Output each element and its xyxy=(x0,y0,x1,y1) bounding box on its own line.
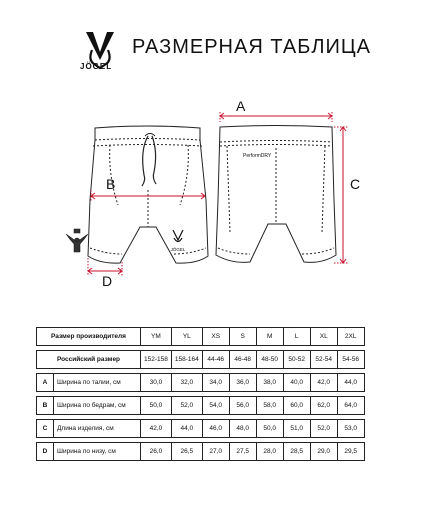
table-cell: 38,0 xyxy=(256,374,283,392)
russian-size: 44-46 xyxy=(202,351,229,369)
russian-size-label: Российский размер xyxy=(37,351,141,369)
table-cell: 51,0 xyxy=(283,420,310,438)
size-header: L xyxy=(283,328,310,346)
table-cell: 29,5 xyxy=(337,443,364,461)
russian-size: 46-48 xyxy=(229,351,256,369)
table-cell: 46,0 xyxy=(202,420,229,438)
russian-size: 152-158 xyxy=(141,351,172,369)
size-header: 2XL xyxy=(337,328,364,346)
size-header: YL xyxy=(171,328,202,346)
table-cell: 56,0 xyxy=(229,397,256,415)
table-cell: 52,0 xyxy=(310,420,337,438)
table-cell: 42,0 xyxy=(141,420,172,438)
front-view xyxy=(88,126,208,263)
row-letter: D xyxy=(37,443,54,461)
russian-size: 54-56 xyxy=(337,351,364,369)
table-cell: 52,0 xyxy=(171,397,202,415)
size-table xyxy=(36,327,365,461)
dimension-label-c: C xyxy=(350,176,361,192)
table-cell: 53,0 xyxy=(337,420,364,438)
size-header: XL xyxy=(310,328,337,346)
table-cell: 54,0 xyxy=(202,397,229,415)
table-cell: 26,5 xyxy=(171,443,202,461)
table-cell: 34,0 xyxy=(202,374,229,392)
row-letter: A xyxy=(37,374,54,392)
logo-wordmark: JÖGEL xyxy=(80,62,113,71)
coat-of-arms-icon xyxy=(66,229,88,252)
page-title: РАЗМЕРНАЯ ТАБЛИЦА xyxy=(132,36,371,58)
table-cell: 64,0 xyxy=(337,397,364,415)
table-cell: 36,0 xyxy=(229,374,256,392)
russian-size: 52-54 xyxy=(310,351,337,369)
back-view xyxy=(216,126,336,263)
russian-size: 50-52 xyxy=(283,351,310,369)
table-row-d xyxy=(37,443,365,461)
table-cell: 58,0 xyxy=(256,397,283,415)
dimension-label-b: B xyxy=(106,176,116,192)
table-cell: 60,0 xyxy=(283,397,310,415)
table-cell: 50,0 xyxy=(141,397,172,415)
manufacturer-size-row xyxy=(37,328,365,346)
size-header: S xyxy=(229,328,256,346)
table-cell: 28,5 xyxy=(283,443,310,461)
shorts-brand-text: JÖGEL xyxy=(170,247,186,252)
table-cell: 40,0 xyxy=(283,374,310,392)
table-row-b xyxy=(37,397,365,415)
table-cell: 32,0 xyxy=(171,374,202,392)
table-cell: 50,0 xyxy=(256,420,283,438)
dimension-label-a: A xyxy=(236,98,246,114)
row-name: Ширина по низу, см xyxy=(54,443,141,461)
table-cell: 29,0 xyxy=(310,443,337,461)
row-letter: B xyxy=(37,397,54,415)
table-row-c xyxy=(37,420,365,438)
row-letter: C xyxy=(37,420,54,438)
size-header: XS xyxy=(202,328,229,346)
russian-size: 48-50 xyxy=(256,351,283,369)
russian-size: 158-164 xyxy=(171,351,202,369)
table-cell: 27,5 xyxy=(229,443,256,461)
table-cell: 48,0 xyxy=(229,420,256,438)
table-cell: 62,0 xyxy=(310,397,337,415)
size-header: M xyxy=(256,328,283,346)
table-row-a xyxy=(37,374,365,392)
table-cell: 44,0 xyxy=(337,374,364,392)
row-name: Ширина по бедрам, см xyxy=(54,397,141,415)
russian-size-row xyxy=(37,351,365,369)
performdry-label: PerformDRY xyxy=(243,153,272,159)
row-name: Ширина по талии, см xyxy=(54,374,141,392)
manufacturer-size-label: Размер производителя xyxy=(37,328,141,346)
size-header: YM xyxy=(141,328,172,346)
row-name: Длина изделия, см xyxy=(54,420,141,438)
table-cell: 27,0 xyxy=(202,443,229,461)
dimension-label-d: D xyxy=(102,273,113,289)
table-cell: 42,0 xyxy=(310,374,337,392)
table-cell: 26,0 xyxy=(141,443,172,461)
table-cell: 28,0 xyxy=(256,443,283,461)
table-cell: 30,0 xyxy=(141,374,172,392)
table-cell: 44,0 xyxy=(171,420,202,438)
